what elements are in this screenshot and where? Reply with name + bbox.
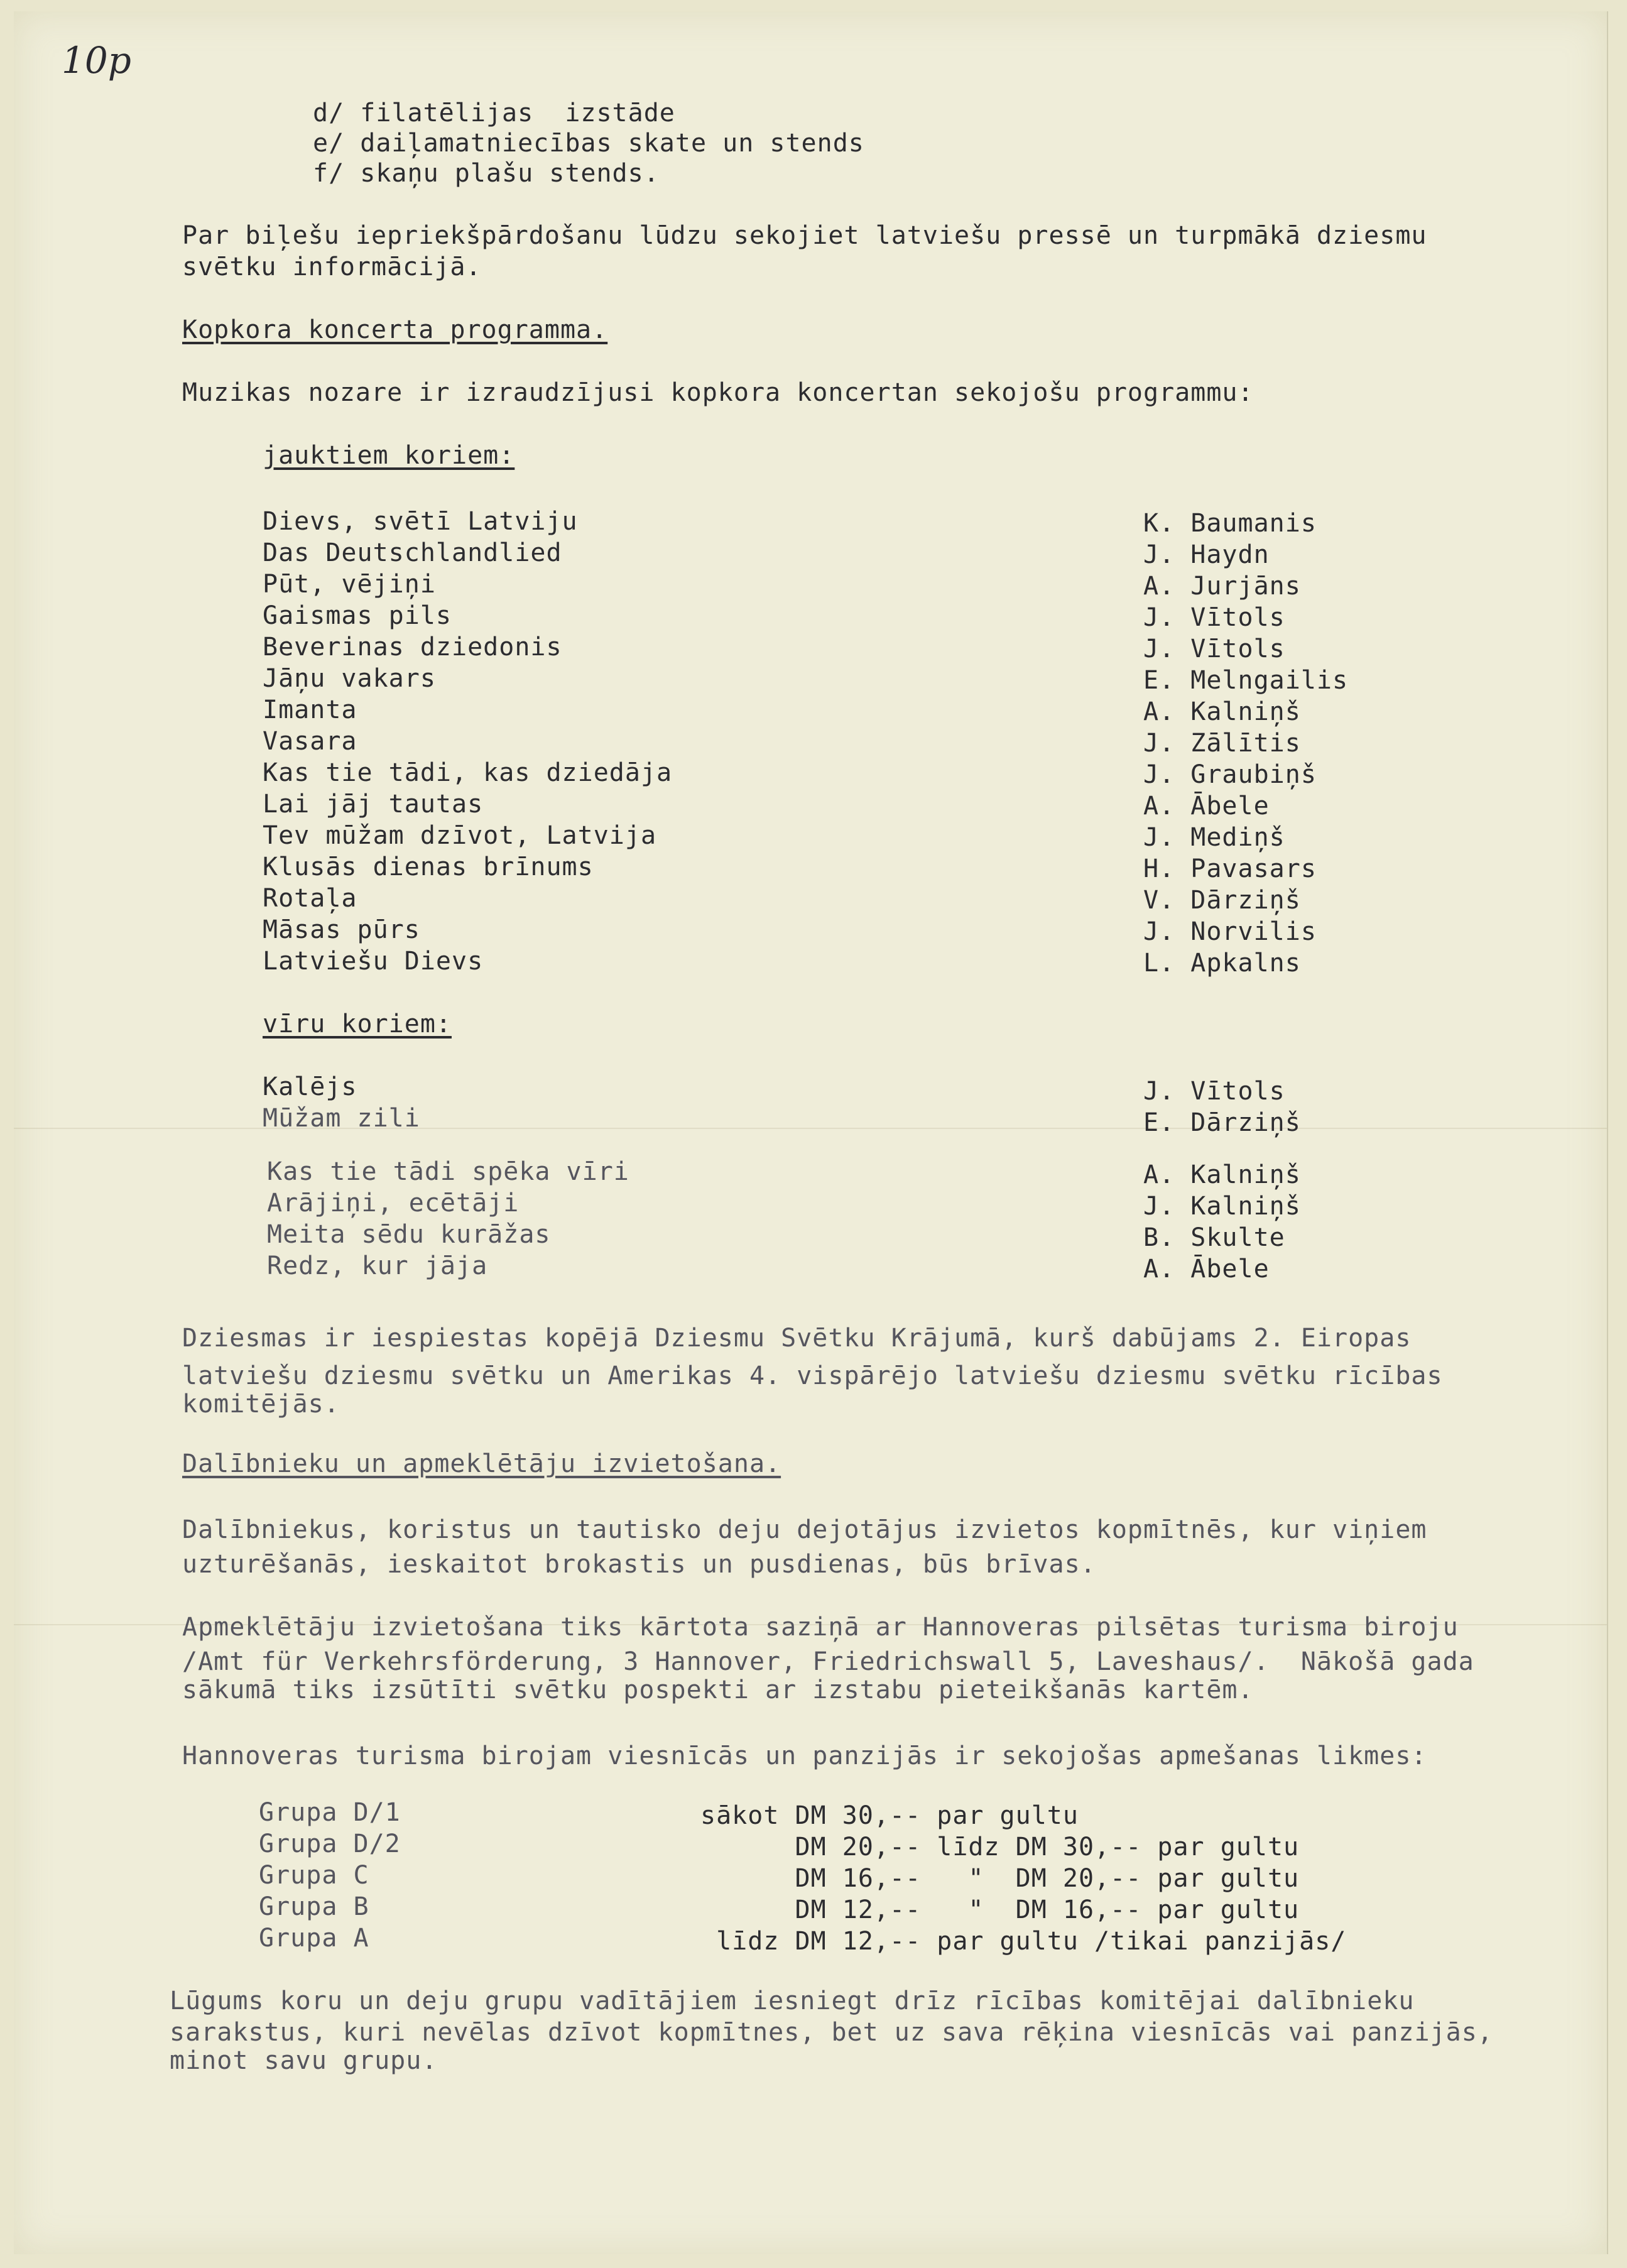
song-composer: A. Ābele: [1143, 792, 1270, 821]
song-title: Tev mūžam dzīvot, Latvija: [263, 821, 657, 850]
rate-group: Grupa A: [259, 1924, 369, 1953]
song-title: Jāņu vakars: [263, 664, 436, 693]
handwritten-page-mark: 10p: [62, 39, 131, 82]
song-title: Māsas pūrs: [263, 915, 420, 944]
rate-group: Grupa D/2: [259, 1829, 401, 1858]
song-composer: A. Ābele: [1143, 1255, 1270, 1284]
song-title: Meita sēdu kurāžas: [267, 1220, 551, 1249]
song-title: Kas tie tādi spēka vīri: [267, 1157, 629, 1186]
lodging-para1-line-1: Dalībniekus, koristus un tautisko deju dejotājus izvietos kopmītnēs, kur viņiem: [182, 1515, 1427, 1544]
song-title: Pūt, vējiņi: [263, 570, 436, 599]
song-composer: J. Graubiņš: [1143, 760, 1317, 789]
rate-price: līdz DM 12,-- par gultu /tikai panzijās/: [700, 1927, 1347, 1956]
rate-price: DM 16,-- " DM 20,-- par gultu: [700, 1864, 1300, 1893]
song-title: Arājiņi, ecētāji: [267, 1189, 520, 1218]
song-title: Redz, kur jāja: [267, 1251, 488, 1280]
list-item-f: f/ skaņu plašu stends.: [313, 159, 660, 188]
song-composer: J. Norvilis: [1143, 917, 1317, 946]
songbook-line-3: komitējās.: [182, 1390, 340, 1419]
song-title: Dievs, svētī Latviju: [263, 507, 578, 536]
song-title: Gaismas pils: [263, 601, 452, 630]
song-composer: J. Zālītis: [1143, 729, 1301, 758]
presale-line-1: Par biļešu iepriekšpārdošanu lūdzu sekojiet latviešu pressē un turpmākā dziesmu: [182, 221, 1427, 250]
rate-group: Grupa B: [259, 1892, 369, 1921]
song-composer: J. Vītols: [1143, 635, 1285, 663]
song-title: Lai jāj tautas: [263, 790, 484, 819]
song-composer: V. Dārziņš: [1143, 886, 1301, 915]
song-title: Kas tie tādi, kas dziedāja: [263, 758, 673, 787]
rate-price: DM 12,-- " DM 16,-- par gultu: [700, 1895, 1300, 1924]
song-title: Vasara: [263, 727, 357, 756]
songbook-line-2: latviešu dziesmu svētku un Amerikas 4. vispārējo latviešu dziesmu svētku rīcības: [182, 1361, 1443, 1390]
song-composer: K. Baumanis: [1143, 509, 1317, 538]
lodging-para2-line-1: Apmeklētāju izvietošana tiks kārtota saziņā ar Hannoveras pilsētas turisma biroju: [182, 1613, 1459, 1642]
rate-group: Grupa C: [259, 1861, 369, 1890]
song-composer: L. Apkalns: [1143, 949, 1301, 978]
concert-program-heading: Kopkora koncerta programma.: [182, 315, 608, 344]
song-title: Das Deutschlandlied: [263, 538, 562, 567]
lodging-heading: Dalībnieku un apmeklētāju izvietošana.: [182, 1449, 781, 1478]
song-composer: J. Vītols: [1143, 603, 1285, 632]
song-composer: B. Skulte: [1143, 1223, 1285, 1252]
song-title: Beverinas dziedonis: [263, 633, 562, 662]
song-composer: J. Vītols: [1143, 1077, 1285, 1106]
songbook-line-1: Dziesmas ir iespiestas kopējā Dziesmu Svētku Krājumā, kurš dabūjams 2. Eiropas: [182, 1324, 1412, 1353]
list-item-d: d/ filatēlijas izstāde: [313, 99, 675, 128]
song-composer: A. Kalniņš: [1143, 697, 1301, 726]
song-composer: A. Jurjāns: [1143, 572, 1301, 601]
song-composer: J. Mediņš: [1143, 823, 1285, 852]
mixed-choirs-heading: jauktiem koriem:: [263, 441, 515, 470]
song-composer: A. Kalniņš: [1143, 1160, 1301, 1189]
song-title: Latviešu Dievs: [263, 947, 484, 976]
concert-intro: Muzikas nozare ir izraudzījusi kopkora koncertan sekojošu programmu:: [182, 378, 1254, 407]
song-title: Kalējs: [263, 1072, 357, 1101]
closing-line-1: Lūgums koru un deju grupu vadītājiem iesniegt drīz rīcības komitējai dalībnieku: [170, 1987, 1415, 2015]
rate-price: sākot DM 30,-- par gultu: [700, 1801, 1079, 1830]
song-composer: J. Kalniņš: [1143, 1192, 1301, 1221]
rate-price: DM 20,-- līdz DM 30,-- par gultu: [700, 1833, 1300, 1862]
paper-fold: [14, 1128, 1607, 1129]
male-choirs-heading: vīru koriem:: [263, 1010, 452, 1039]
song-composer: H. Pavasars: [1143, 854, 1317, 883]
song-title: Mūžam zili: [263, 1104, 420, 1133]
song-title: Rotaļa: [263, 884, 357, 913]
presale-line-2: svētku informācijā.: [182, 253, 482, 281]
rate-group: Grupa D/1: [259, 1798, 401, 1827]
song-composer: E. Melngailis: [1143, 666, 1349, 695]
lodging-para2-line-3: sākumā tiks izsūtīti svētku pospekti ar izstabu pieteikšanās kartēm.: [182, 1676, 1254, 1704]
song-title: Imanta: [263, 695, 357, 724]
song-composer: J. Haydn: [1143, 540, 1270, 569]
rates-intro: Hannoveras turisma birojam viesnīcās un panzijās ir sekojošas apmešanas likmes:: [182, 1742, 1427, 1770]
song-title: Klusās dienas brīnums: [263, 853, 594, 881]
song-composer: E. Dārziņš: [1143, 1108, 1301, 1137]
list-item-e: e/ daiļamatniecības skate un stends: [313, 129, 864, 158]
lodging-para2-line-2: /Amt für Verkehrsförderung, 3 Hannover, Friedrichswall 5, Laveshaus/. Nākošā gada: [182, 1647, 1474, 1676]
closing-line-3: minot savu grupu.: [170, 2046, 438, 2075]
lodging-para1-line-2: uzturēšanās, ieskaitot brokastis un pusdienas, būs brīvas.: [182, 1550, 1096, 1579]
closing-line-2: sarakstus, kuri nevēlas dzīvot kopmītnes, bet uz sava rēķina viesnīcās vai panzijās,: [170, 2018, 1493, 2047]
